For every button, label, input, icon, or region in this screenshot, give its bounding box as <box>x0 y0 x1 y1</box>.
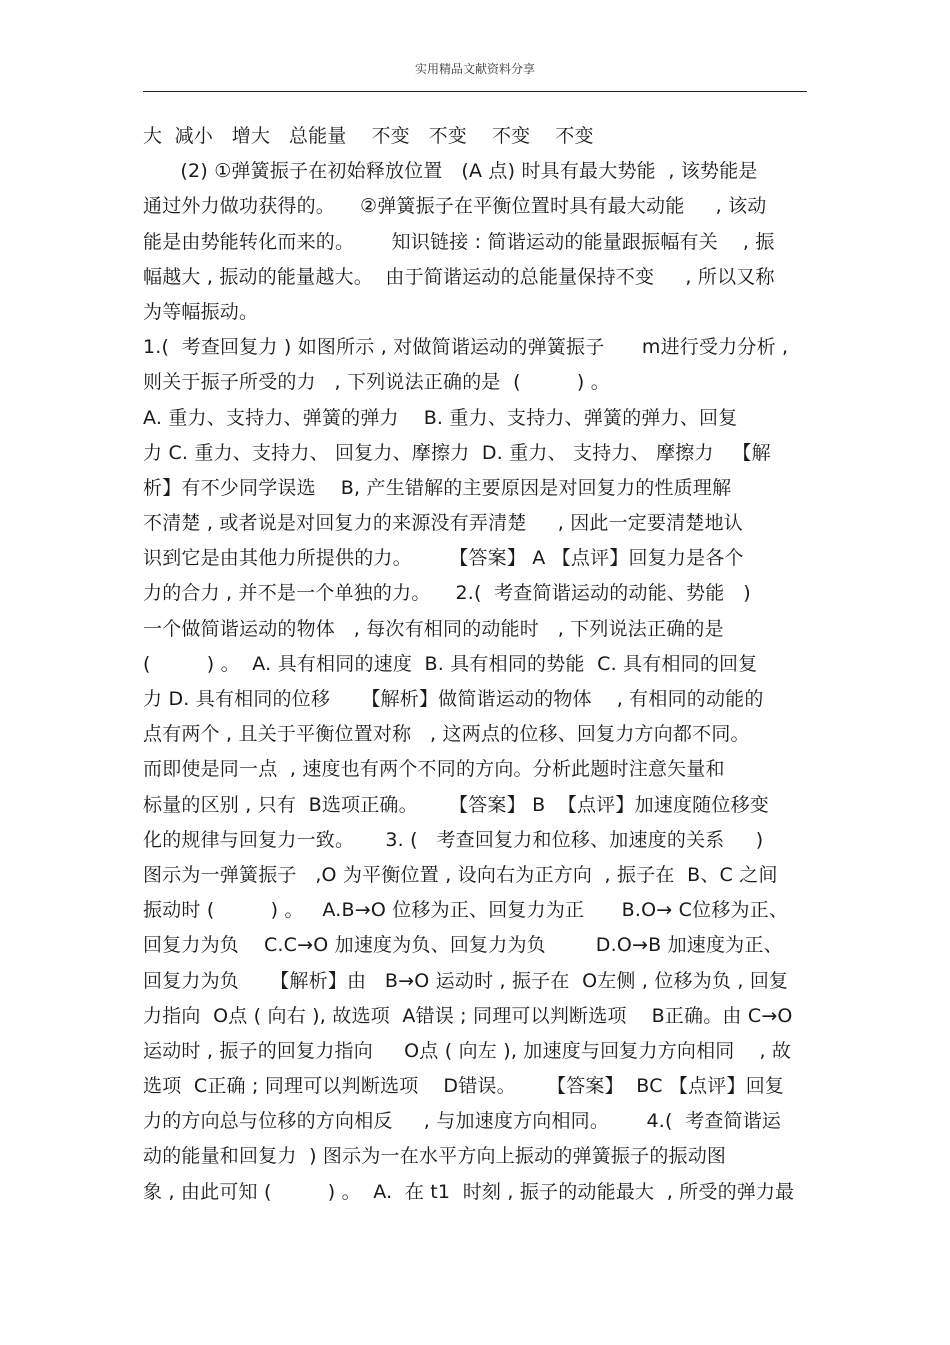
text-line: 为等幅振动。 <box>143 300 259 323</box>
text-line: 力的方向总与位移的方向相反 , 与加速度方向相同。 4.( 考查简谐运 <box>143 1110 782 1133</box>
text-line: 而即使是同一点 , 速度也有两个不同的方向。分析此题时注意矢量和 <box>143 758 725 781</box>
text-line: 化的规律与回复力一致。 3. ( 考查回复力和位移、加速度的关系 ) <box>143 828 764 851</box>
text-line: ( ) 。 A. 具有相同的速度 B. 具有相同的势能 C. 具有相同的回复 <box>143 652 758 675</box>
text-line: 一个做简谐运动的物体 , 每次有相同的动能时 , 下列说法正确的是 <box>143 617 724 640</box>
text-line: 标量的区别 , 只有 B选项正确。 【答案】 B 【点评】加速度随位移变 <box>143 793 769 816</box>
text-line: 通过外力做功获得的。 ②弹簧振子在平衡位置时具有最大动能 , 该动 <box>143 195 767 218</box>
text-line: (2) ①弹簧振子在初始释放位置 (A 点) 时具有最大势能 , 该势能是 <box>143 160 758 183</box>
text-line: 力指向 O点 ( 向右 ), 故选项 A错误 ; 同理可以判断选项 B正确。由 C→O <box>143 1004 793 1027</box>
document-body <box>143 119 815 1210</box>
text-line: 点有两个 , 且关于平衡位置对称 , 这两点的位移、回复力方向都不同。 <box>143 723 750 746</box>
text-line: 图示为一弹簧振子 ,O 为平衡位置 , 设向右为正方向 , 振子在 B、C 之间 <box>143 863 778 886</box>
text-line: 振动时 ( ) 。 A.B→O 位移为正、回复力为正 B.O→ C位移为正、 <box>143 899 789 922</box>
text-line: 运动时 , 振子的回复力指向 O点 ( 向左 ), 加速度与回复力方向相同 , 故 <box>143 1039 792 1062</box>
text-line: 选项 C正确 ; 同理可以判断选项 D错误。 【答案】 BC 【点评】回复 <box>143 1075 785 1098</box>
text-line: 动的能量和回复力 ) 图示为一在水平方向上振动的弹簧振子的振动图 <box>143 1145 727 1168</box>
header-divider <box>143 91 807 92</box>
text-line: 力的合力 , 并不是一个单独的力。 2.( 考查简谐运动的动能、势能 ) <box>143 582 751 605</box>
text-line: 力 D. 具有相同的位移 【解析】做简谐运动的物体 , 有相同的动能的 <box>143 688 764 710</box>
text-line: 回复力为负 C.C→O 加速度为负、回复力为负 D.O→B 加速度为正、 <box>143 934 783 957</box>
text-line: A. 重力、支持力、弹簧的弹力 B. 重力、支持力、弹簧的弹力、回复 <box>143 406 738 429</box>
page-header: 实用精品文献资料分享 <box>414 62 535 76</box>
text-line: 识到它是由其他力所提供的力。 【答案】 A 【点评】回复力是各个 <box>143 547 744 570</box>
text-line: 力 C. 重力、支持力、 回复力、摩擦力 D. 重力、 支持力、 摩擦力 【解 <box>143 441 771 464</box>
text-line: 1.( 考查回复力 ) 如图所示 , 对做简谐运动的弹簧振子 m进行受力分析 , <box>143 336 789 359</box>
text-line: 象 , 由此可知 ( ) 。 A. 在 t1 时刻 , 振子的动能最大 , 所受的弹力最 <box>143 1180 795 1203</box>
text-line: 则关于振子所受的力 , 下列说法正确的是 ( ) 。 <box>143 371 610 394</box>
text-line: 析】有不少同学误选 B, 产生错解的主要原因是对回复力的性质理解 <box>143 476 732 499</box>
text-line: 幅越大 , 振动的能量越大。 由于简谐运动的总能量保持不变 , 所以又称 <box>143 265 775 288</box>
text-line: 能是由势能转化而来的。 知识链接 : 简谐运动的能量跟振幅有关 , 振 <box>143 230 775 253</box>
text-line: 不清楚 , 或者说是对回复力的来源没有弄清楚 , 因此一定要清楚地认 <box>143 512 743 535</box>
text-line: 回复力为负 【解析】由 B→O 运动时 , 振子在 O左侧 , 位移为负 , 回复 <box>143 969 789 992</box>
text-line: 大 减小 增大 总能量 不变 不变 不变 不变 <box>143 125 594 147</box>
